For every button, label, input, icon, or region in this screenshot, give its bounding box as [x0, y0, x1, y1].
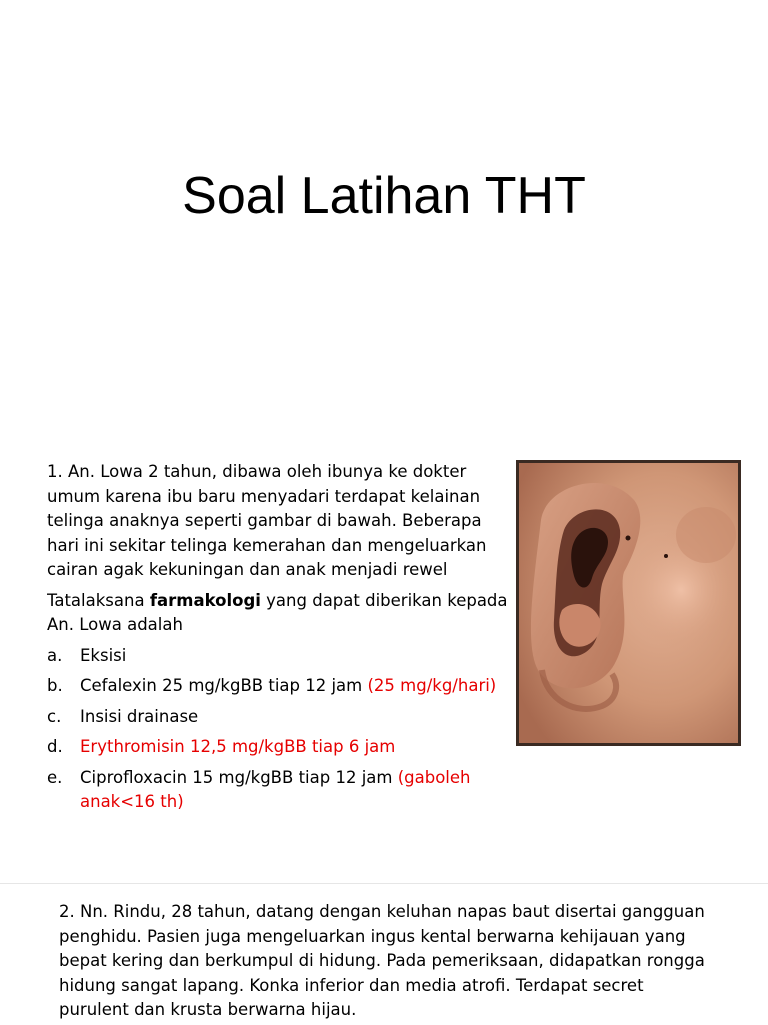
option-body — [80, 644, 513, 669]
question-1 — [47, 460, 513, 864]
option-text: Cefalexin 25 mg/kgBB tiap 12 jam — [80, 676, 368, 695]
prompt-text-start: Tatalaksana — [47, 590, 150, 610]
option-letter: e. — [47, 767, 63, 787]
option-body — [80, 735, 513, 760]
prompt-text-end: yang dapat diberikan kepada An. Lowa adalah — [47, 590, 508, 634]
ear-photo — [516, 460, 741, 746]
question-1-text: 1. An. Lowa 2 tahun, dibawa oleh ibunya ke dokter umum karena ibu baru menyadari terdapat kelainan telinga anaknya seperti gambar di bawah. Beberapa hari ini sekitar telinga kemerahan dan mengeluarkan cairan agak kekuningan dan anak menjadi rewel — [47, 462, 487, 579]
ear-illustration — [516, 460, 741, 746]
prompt-bold-term: farmakologi — [149, 590, 261, 610]
answer-options — [47, 644, 513, 815]
option-letter: b. — [47, 676, 63, 695]
slide-title: Soal Latihan THT — [182, 167, 586, 225]
option-letter: a. — [47, 645, 63, 665]
option-body — [80, 674, 513, 699]
option-a — [47, 644, 513, 669]
question-2-slide — [0, 883, 768, 1025]
question-1-prompt — [47, 589, 513, 638]
option-letter: d. — [47, 737, 63, 756]
option-b — [47, 674, 513, 699]
question-2-text: 2. Nn. Rindu, 28 tahun, datang dengan keluhan napas baut disertai gangguan penghidu. Pasien juga mengeluarkan ingus kental berwarna kehijauan yang bepat kering dan berkumpul di hidung. Pada pemeriksaan, didapatkan rongga hidung sangat lapang. Konka inferior dan media atrofi. Terdapat secret purulent dan krusta berwarna hijau. — [59, 902, 705, 1019]
option-letter: c. — [47, 706, 62, 726]
option-text: Insisi drainase — [80, 706, 199, 726]
option-text: Ciprofloxacin 15 mg/kgBB tiap 12 jam — [80, 767, 398, 787]
option-body — [80, 766, 513, 815]
option-note: (25 mg/kg/hari) — [367, 676, 497, 695]
option-body — [80, 705, 513, 730]
option-note: Erythromisin 12,5 mg/kgBB tiap 6 jam — [80, 737, 396, 756]
option-d — [47, 735, 513, 760]
option-text: Eksisi — [80, 645, 127, 665]
option-c — [47, 705, 513, 730]
option-note: (gaboleh anak<16 th) — [80, 767, 471, 811]
option-e — [47, 766, 513, 815]
